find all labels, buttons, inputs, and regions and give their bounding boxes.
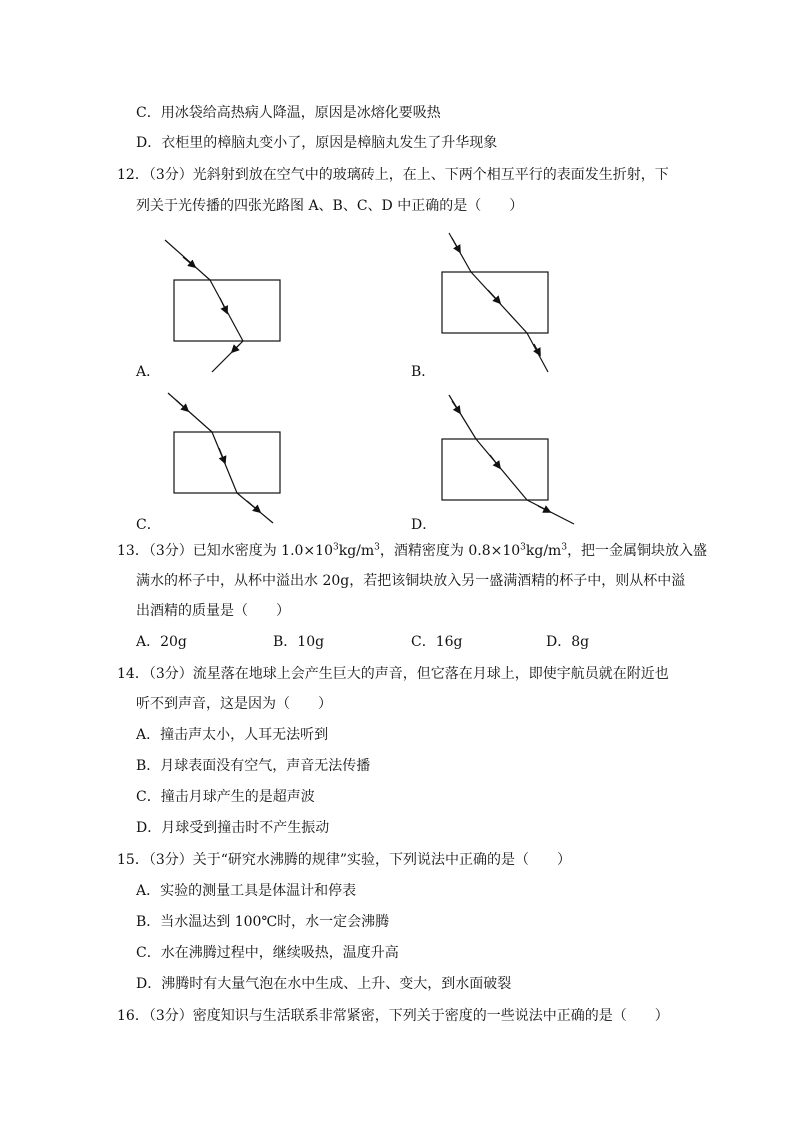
- arrow: [183, 257, 195, 267]
- q12-stem-line2: 列关于光传播的四张光路图 A、B、C、D 中正确的是（ ）: [136, 198, 524, 214]
- q13-option-c: C．16g: [411, 634, 463, 650]
- q12-label-b: B．: [411, 364, 436, 380]
- arrow: [232, 344, 240, 352]
- refracted-ray: [476, 439, 527, 500]
- q16-stem-line1: 16．（3分）密度知识与生活联系非常紧密，下列关于密度的一些说法中正确的是（ ）: [117, 1008, 669, 1024]
- q11-option-d: D．衣柜里的樟脑丸变小了，原因是樟脑丸发生了升华现象: [136, 135, 498, 151]
- arrow: [452, 238, 460, 252]
- q13-stem-line1: [117, 541, 707, 561]
- q13-text: ，酒精密度为 0.8×10: [379, 543, 521, 559]
- arrow: [220, 298, 227, 313]
- q15-option-d: D．沸腾时有大量气泡在水中生成、上升、变大，到水面破裂: [136, 976, 512, 992]
- glass-block: [442, 272, 548, 333]
- q14-option-a: A．撞击声太小，人耳无法听到: [136, 727, 329, 743]
- q13-text: ，把一金属铜块放入盛: [567, 543, 708, 559]
- q12-label-a: A．: [136, 364, 161, 380]
- q12-diagram-d: [440, 392, 580, 532]
- q14-option-c: C．撞击月球产生的是超声波: [136, 789, 315, 805]
- q12-label-d: D．: [411, 517, 437, 533]
- q12-diagram-c: [160, 390, 290, 530]
- exponent: 3: [561, 542, 568, 553]
- incident-ray: [168, 393, 212, 432]
- arrow: [219, 448, 225, 463]
- refracted-ray: [210, 280, 243, 341]
- q11-option-c: C．用冰袋给高热病人降温，原因是冰熔化要吸热: [136, 105, 441, 121]
- arrow: [488, 290, 500, 303]
- q15-stem-line1: 15．（3分）关于“研究水沸腾的规律”实验，下列说法中正确的是（ ）: [117, 852, 572, 868]
- glass-block: [174, 432, 280, 493]
- emergent-ray: [527, 333, 548, 372]
- arrow: [534, 344, 540, 355]
- q12-stem-line1: 12．（3分）光斜射到放在空气中的玻璃砖上，在上、下两个相互平行的表面发生折射，下: [117, 167, 669, 183]
- q12-label-c: C．: [136, 517, 161, 533]
- q12-diagram-a: [160, 236, 290, 376]
- q13-option-d: D．8g: [546, 634, 590, 650]
- arrow: [247, 501, 260, 512]
- exponent: 3: [520, 542, 526, 553]
- unit: kg/m: [525, 543, 562, 559]
- arrow: [176, 400, 188, 411]
- arrow: [538, 506, 550, 512]
- glass-block: [442, 439, 548, 500]
- emergent-ray: [527, 500, 574, 524]
- q14-stem-line2: 听不到声音，这是因为（ ）: [136, 696, 332, 712]
- q15-option-a: A．实验的测量工具是体温计和停表: [136, 883, 357, 899]
- unit: kg/m: [338, 543, 375, 559]
- q12-diagram-b: [440, 230, 555, 375]
- q14-option-b: B．月球表面没有空气，声音无法传播: [136, 758, 371, 774]
- q13-option-b: B．10g: [273, 634, 325, 650]
- q13-option-a: A．20g: [136, 634, 187, 650]
- q15-option-c: C．水在沸腾过程中，继续吸热，温度升高: [136, 945, 399, 961]
- exponent: 3: [332, 542, 339, 553]
- q14-stem-line1: 14．（3分）流星落在地球上会产生巨大的声音，但它落在月球上，即使宇航员就在附近也: [117, 666, 669, 682]
- q15-option-b: B．当水温达到 100℃时，水一定会沸腾: [136, 914, 390, 930]
- arrow: [452, 401, 460, 413]
- q13-text: 13．（3分）已知水密度为 1.0×10: [117, 543, 333, 559]
- exponent: 3: [374, 542, 380, 553]
- q14-option-d: D．月球受到撞击时不产生振动: [136, 820, 330, 836]
- arrow: [490, 455, 500, 468]
- q13-stem-line2: 满水的杯子中，从杯中溢出水 20g，若把该铜块放入另一盛满酒精的杯子中，则从杯中溢: [136, 573, 686, 589]
- q13-stem-line3: 出酒精的质量是（ ）: [136, 603, 290, 619]
